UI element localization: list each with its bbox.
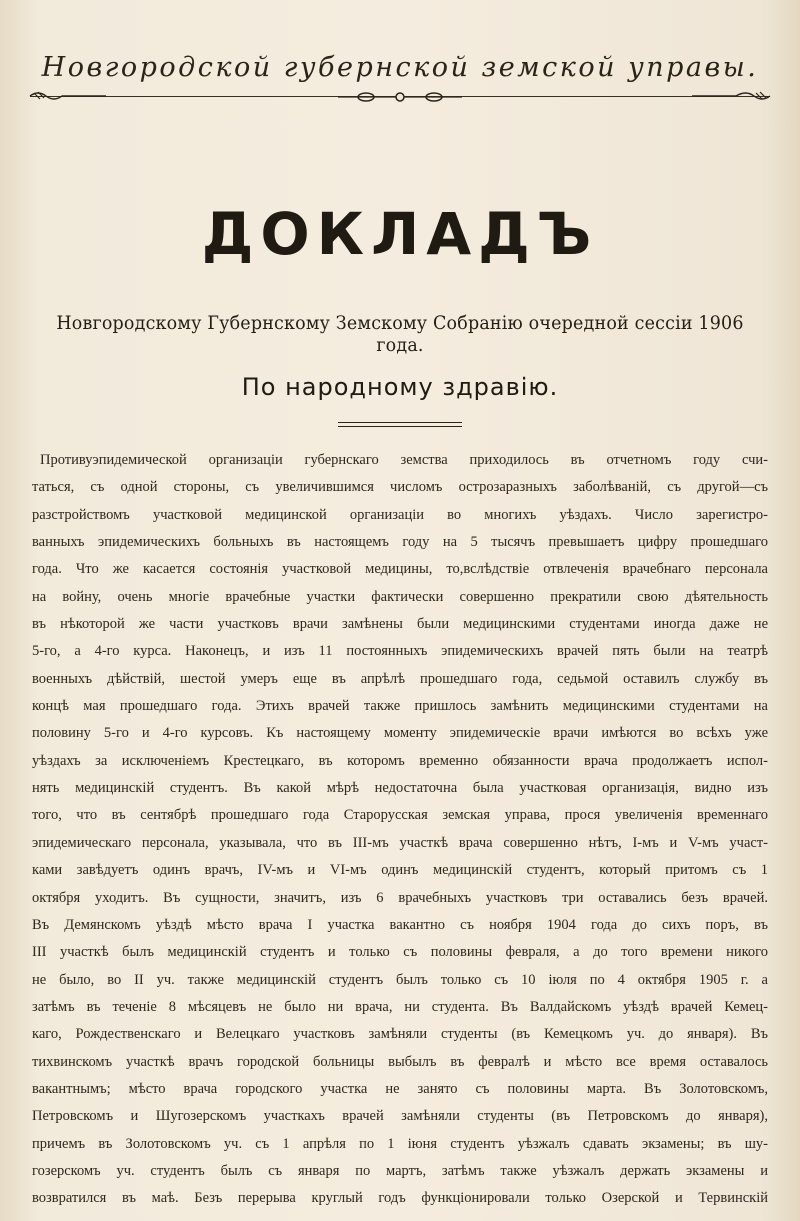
body-line: военныхъ дѣйствій, шестой умеръ еще въ апрѣлѣ прошедшаго года, седьмой оставилъ службу въ <box>32 670 768 687</box>
body-line: Въ Демянскомъ уѣздѣ мѣсто врача I участка вакантно съ ноября 1904 года до сихъ поръ, въ <box>32 916 768 933</box>
body-line: гозерскомъ уч. студентъ былъ съ января по мартъ, затѣмъ также уѣзжалъ держать экзамены и <box>32 1162 768 1179</box>
body-line: уѣздахъ за исключеніемъ Крестецкаго, въ которомъ временно обязанности врача продолжаетъ испол- <box>32 752 768 769</box>
body-line: половину 5-го и 4-го курсовъ. Къ настоящему моменту эпидемическіе врачи имѣются во всѣхъ уже <box>32 725 768 742</box>
body-line: въ нѣкоторой же части участковъ врачи замѣнены были медицинскими студентами иногда даже не <box>32 616 768 633</box>
body-line: на войну, очень многіе врачебные участки фактически совершенно прекратили свою дѣятельность <box>32 588 768 605</box>
body-line: Петровскомъ и Шугозерскомъ участкахъ врачей замѣняли студенты (въ Петровскомъ до января), <box>32 1108 768 1125</box>
document-subtitle: Новгородскому Губернскому Земскому Собранію очередной сессіи 1906 года. <box>56 312 744 356</box>
right-flourish-ornament <box>690 88 772 104</box>
body-line: ками завѣдуетъ одинъ врачъ, IV-мъ и VI-мъ одинъ медицинскій студентъ, который притомъ съ 1 <box>32 862 768 879</box>
body-line: таться, съ одной стороны, съ увеличившимся числомъ острозаразныхъ заболѣваній, съ другой—съ <box>32 479 768 496</box>
body-line: Противуэпидемической организаціи губернскаго земства приходилось въ отчетномъ году счи- <box>40 452 768 468</box>
publisher-header: Новгородской губернской земской управы. <box>41 52 759 83</box>
body-line: 5-го, а 4-го курса. Наконецъ, и изъ 11 постоянныхъ эпидемическихъ врачей пять были на театрѣ <box>32 643 768 660</box>
body-line: разстройствомъ участковой медицинской организаціи во многихъ уѣздахъ. Число зарегистро- <box>32 506 768 523</box>
body-line: концѣ мая прошедшаго года. Этихъ врачей также пришлось замѣнить медицинскими студентами на <box>32 698 768 715</box>
body-line: возвратился въ маѣ. Безъ перерыва круглый годъ функціонировали только Озерской и Тервинскій <box>32 1190 768 1207</box>
body-text <box>32 447 768 1213</box>
section-divider <box>338 422 462 430</box>
section-heading: По народному здравію. <box>241 373 559 401</box>
body-line: нять медицинскій студентъ. Въ какой мѣрѣ недостаточна была участковая организація, видно изъ <box>32 780 768 797</box>
body-line: III участкѣ былъ медицинскій студентъ и только съ половины февраля, а до того времени никого <box>32 944 768 961</box>
body-line: эпидемическаго персонала, указывала, что въ III-мъ участкѣ врача совершенно нѣтъ, I-мъ и V-мъ участ- <box>32 834 768 851</box>
body-line: ванныхъ эпидемическихъ больныхъ въ настоящемъ году на 5 тысячъ превышаетъ цифру прошедшаго <box>32 534 768 551</box>
body-line: причемъ въ Золотовскомъ уч. съ 1 апрѣля по 1 іюня студентъ уѣзжалъ сдавать экзамены; въ шу- <box>32 1135 768 1152</box>
center-ornament <box>338 90 462 104</box>
left-flourish-ornament <box>28 88 108 104</box>
body-line: тихвинскомъ участкѣ врачъ городской больницы выбылъ въ февралѣ и мѣсто все время оставалось <box>32 1053 768 1070</box>
body-line: затѣмъ въ теченіе 8 мѣсяцевъ не было ни врача, ни студента. Въ Валдайскомъ уѣздѣ врачей Кемец- <box>32 998 768 1015</box>
body-line: каго, Рождественскаго и Велецкаго участковъ замѣняли студенты (въ Кемецкомъ уч. до января). Въ <box>32 1026 768 1043</box>
body-line: вакантнымъ; мѣсто врача городского участка не занято съ половины марта. Въ Золотовскомъ, <box>32 1080 768 1097</box>
body-line: не было, во II уч. также медицинскій студентъ былъ только съ 10 іюля по 4 октября 1905 г. а <box>32 971 768 988</box>
document-title: ДОКЛАДЪ <box>201 200 599 268</box>
body-line: года. Что же касается состоянія участковой медицины, то,вслѣдствіе отвлеченія врачебнаго персонала <box>32 561 768 578</box>
body-line: октября уходитъ. Въ сущности, значитъ, изъ 6 врачебныхъ участковъ три оставались безъ врачей. <box>32 889 768 906</box>
body-line: того, что въ сентябрѣ прошедшаго года Старорусская земская управа, прося увеличенія временнаго <box>32 807 768 824</box>
